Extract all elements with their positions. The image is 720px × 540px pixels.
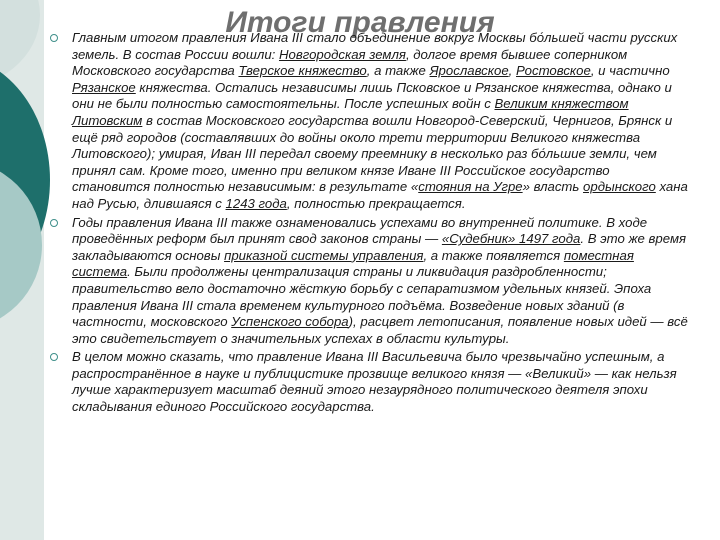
hyperlink[interactable]: приказной системы управления [224, 247, 424, 263]
paragraph-text: В целом можно сказать, что правление Ивана III Васильевича было чрезвычайно успешным, а распространённое в науке и публицистике прозвище великого князя — «Великий» — как нельзя лучше характеризует масштаб деяний этого незаурядного политического деятеля эпохи складывания единого Российского государства. [72, 349, 677, 415]
paragraph-text: в состав Московского государства вошли Новгород-Северский, Чернигов, Брянск и ещё ряд городов (составлявших до войны около трети территории Великого княжества Литовского); умирая, Иван III передал своему преемнику в несколько раз бо́льшие земли, чем принял сам. Кроме того, именно при великом князе Иване III Российское государство становится полностью независимым: в результате « [72, 112, 673, 195]
hyperlink[interactable]: «Судебник» 1497 года [441, 231, 581, 247]
paragraph-text: , а также появляется [423, 247, 564, 263]
paragraph-text: . Были продолжены централизация страны и ликвидация раздробленности; правительство вело достаточно жёсткую борьбу с сепаратизмом удельных князей. Эпоха правления Ивана III стала временем культурного подъёма. Возведение новых зданий (в частности, московского [72, 264, 652, 330]
paragraph-text: , и частично [590, 63, 670, 79]
hyperlink[interactable]: Ростовское [516, 63, 591, 79]
hyperlink[interactable]: Великим княжеством Литовским [72, 96, 629, 128]
paragraph-text: Годы правления Ивана III также ознаменовались успехами во внутренней политике. В ходе проведённых реформ был принят свод законов страны — [72, 214, 648, 247]
bullet-circle-icon [50, 353, 58, 361]
hyperlink[interactable]: Успенского собора [231, 314, 349, 330]
bullet-paragraph [50, 215, 690, 348]
paragraph-text: , полностью прекращается. [286, 195, 466, 211]
paragraph-text: » власть [522, 179, 584, 195]
paragraph-text: , а также [366, 63, 430, 79]
hyperlink[interactable]: ордынского [583, 179, 656, 195]
paragraph-text: Главным итогом правления Ивана III стало объединение вокруг Москвы бо́льшей части русских земель. В состав России вошли: [72, 30, 678, 62]
paragraph-text: , [508, 63, 516, 79]
hyperlink[interactable]: 1243 года [225, 195, 287, 211]
bullet-circle-icon [50, 219, 58, 227]
bullet-paragraph [50, 349, 690, 415]
hyperlink[interactable]: Тверское княжество [238, 63, 367, 79]
hyperlink[interactable]: стояния на Угре [418, 179, 523, 195]
bullet-circle-icon [50, 34, 58, 42]
hyperlink[interactable]: Ярославское [429, 63, 509, 79]
slide-body [50, 30, 690, 418]
hyperlink[interactable]: Новгородская земля [278, 46, 406, 62]
paragraph-text: ), расцвет летописания, появление новых идей — всё это свидетельствует о значительных успехах в области культуры. [72, 314, 688, 346]
paragraph-text: княжества. Остались независимы лишь Псковское и Рязанское княжества, однако и они не были полностью самостоятельны. После успешных войн с [72, 79, 672, 112]
hyperlink[interactable]: Рязанское [72, 79, 136, 95]
paragraph-text: , долгое время бывшее соперником Московского государства [72, 46, 628, 79]
hyperlink[interactable]: поместная система [72, 247, 634, 280]
paragraph-text: . В это же время закладываются основы [72, 231, 687, 263]
slide-title: Итоги правления [225, 6, 495, 39]
bullet-paragraph [50, 30, 690, 213]
paragraph-text: хана над Русью, длившаяся с [72, 179, 688, 211]
